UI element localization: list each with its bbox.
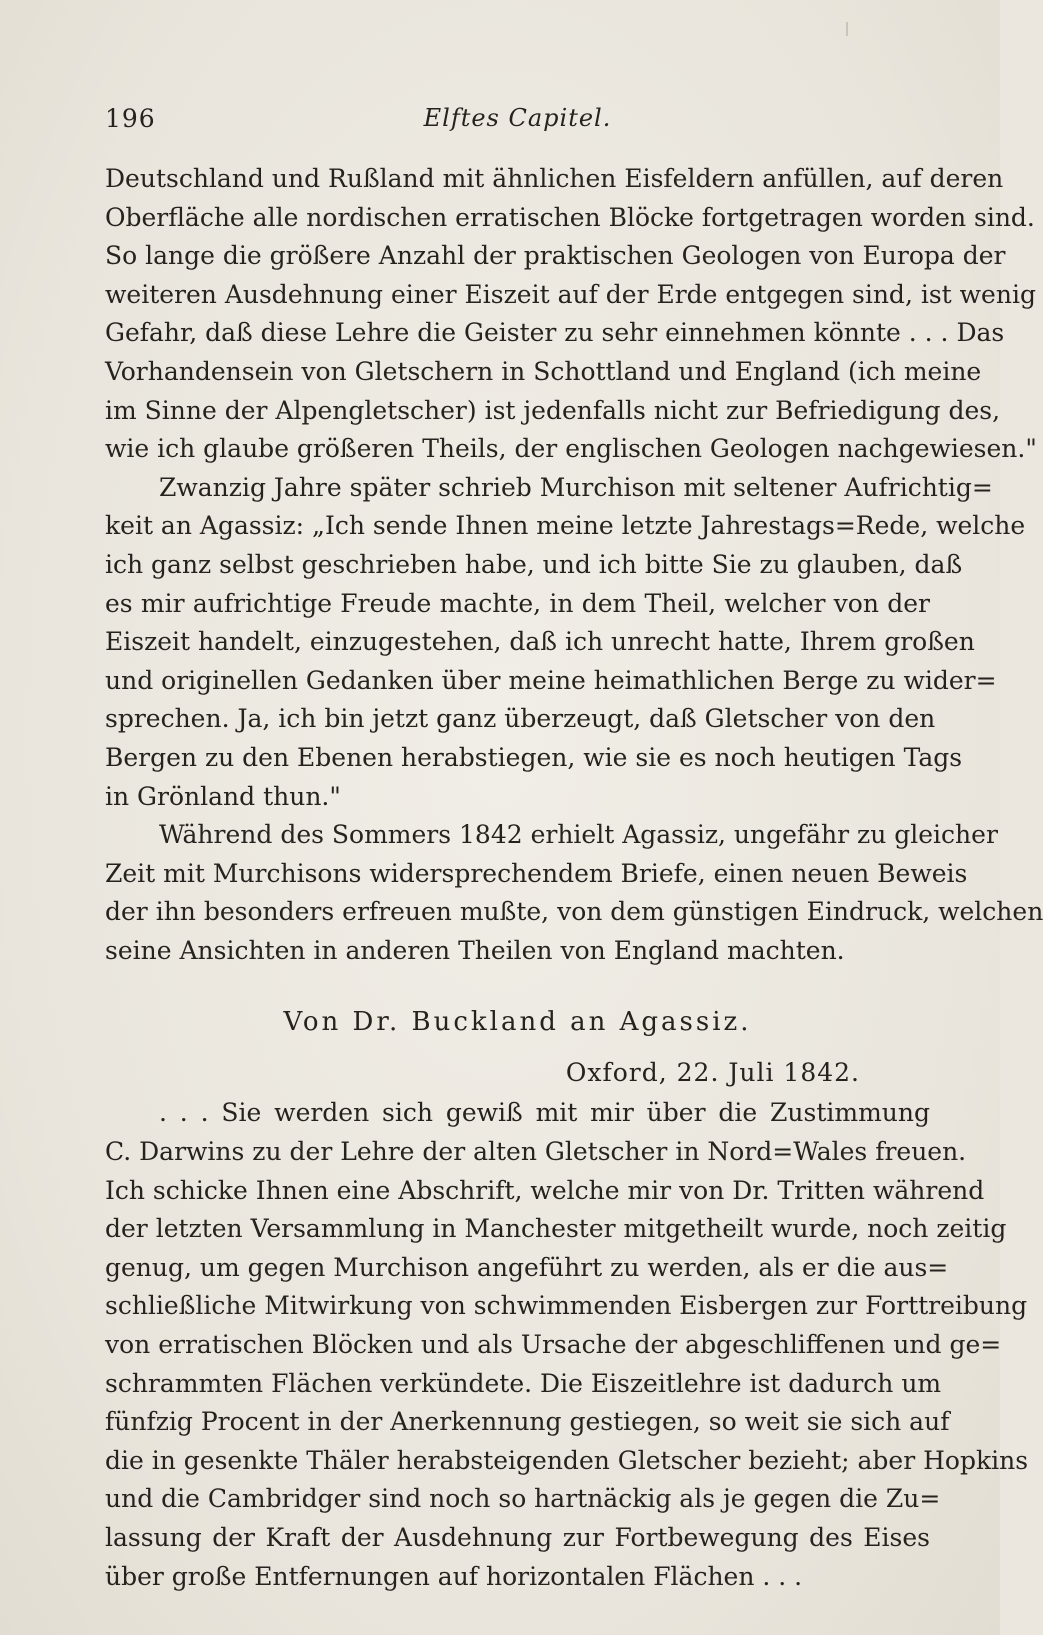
text-line: Eiszeit handelt, einzugestehen, daß ich unrecht hatte, Ihrem großen [105, 627, 975, 657]
text-line: fünfzig Procent in der Anerkennung gestiegen, so weit sie sich auf [105, 1407, 950, 1437]
page-number: 196 [105, 104, 156, 133]
letter-heading: Von Dr. Buckland an Agassiz. [283, 1007, 752, 1038]
running-title: Elftes Capitel. [423, 104, 612, 132]
text-line: Vorhandensein von Gletschern in Schottland und England (ich meine [105, 356, 982, 386]
text-line: sprechen. Ja, ich bin jetzt ganz überzeugt, daß Gletscher von den [105, 704, 936, 734]
text-line: seine Ansichten in anderen Theilen von England machten. [105, 935, 845, 965]
page-body [105, 160, 1043, 1596]
page-blemish [846, 22, 848, 36]
text-line: die in gesenkte Thäler herabsteigenden Gletscher bezieht; aber Hopkins [105, 1445, 1029, 1475]
text-line: Während des Sommers 1842 erhielt Agassiz, ungefähr zu gleicher [159, 820, 998, 850]
text-line: über große Entfernungen auf horizontalen Flächen . . . [105, 1561, 803, 1591]
text-line: im Sinne der Alpengletscher) ist jedenfalls nicht zur Befriedigung des, [105, 395, 1001, 425]
text-line: der letzten Versammlung in Manchester mitgetheilt wurde, noch zeitig [105, 1214, 1007, 1244]
text-line: in Grönland thun." [105, 781, 341, 811]
letter-place-date: Oxford, 22. Juli 1842. [565, 1058, 860, 1088]
text-line: ich ganz selbst geschrieben habe, und ich bitte Sie zu glauben, daß [105, 549, 963, 579]
text-line: weiteren Ausdehnung einer Eiszeit auf der Erde entgegen sind, ist wenig [105, 279, 1036, 309]
text-line: So lange die größere Anzahl der praktischen Geologen von Europa der [105, 241, 1006, 271]
text-line: schrammten Flächen verkündete. Die Eiszeitlehre ist dadurch um [105, 1368, 942, 1398]
text-line: und die Cambridger sind noch so hartnäckig als je gegen die Zu= [105, 1484, 941, 1514]
text-line: und originellen Gedanken über meine heimathlichen Berge zu wider= [105, 665, 997, 695]
text-line: von erratischen Blöcken und als Ursache der abgeschliffenen und ge= [105, 1330, 1002, 1360]
text-line: Zeit mit Murchisons widersprechendem Briefe, einen neuen Beweis [105, 858, 968, 888]
text-line: C. Darwins zu der Lehre der alten Gletscher in Nord=Wales freuen. [105, 1137, 967, 1167]
text-line: wie ich glaube größeren Theils, der englischen Geologen nachgewiesen." [105, 434, 1037, 464]
text-line: genug, um gegen Murchison angeführt zu werden, als er die aus= [105, 1252, 949, 1282]
page-header [105, 104, 930, 138]
text-line: Bergen zu den Ebenen herabstiegen, wie sie es noch heutigen Tags [105, 742, 963, 772]
paragraph-3 [105, 816, 1043, 970]
paragraph-2 [105, 469, 1026, 816]
paragraph-1 [105, 160, 1037, 469]
text-line: Ich schicke Ihnen eine Abschrift, welche mir von Dr. Tritten während [105, 1175, 985, 1205]
text-line: schließliche Mitwirkung von schwimmenden Eisbergen zur Forttreibung [105, 1291, 1028, 1321]
text-line: es mir aufrichtige Freude machte, in dem Theil, welcher von der [105, 588, 930, 618]
text-line: Zwanzig Jahre später schrieb Murchison mit seltener Aufrichtig= [159, 472, 993, 502]
text-line: der ihn besonders erfreuen mußte, von dem günstigen Eindruck, welchen [105, 897, 1043, 927]
text-line: Gefahr, daß diese Lehre die Geister zu sehr einnehmen könnte . . . Das [105, 318, 1005, 348]
text-line: Oberfläche alle nordischen erratischen Blöcke fortgetragen worden sind. [105, 202, 1035, 232]
text-line: . . . Sie werden sich gewiß mit mir über die Zustimmung [159, 1098, 930, 1128]
text-line: keit an Agassiz: „Ich sende Ihnen meine letzte Jahrestags=Rede, welche [105, 511, 1026, 541]
letter [105, 992, 1029, 1596]
text-line: lassung der Kraft der Ausdehnung zur Fortbewegung des Eises [105, 1523, 930, 1552]
text-line: Deutschland und Rußland mit ähnlichen Eisfeldern anfüllen, auf deren [105, 164, 1004, 193]
